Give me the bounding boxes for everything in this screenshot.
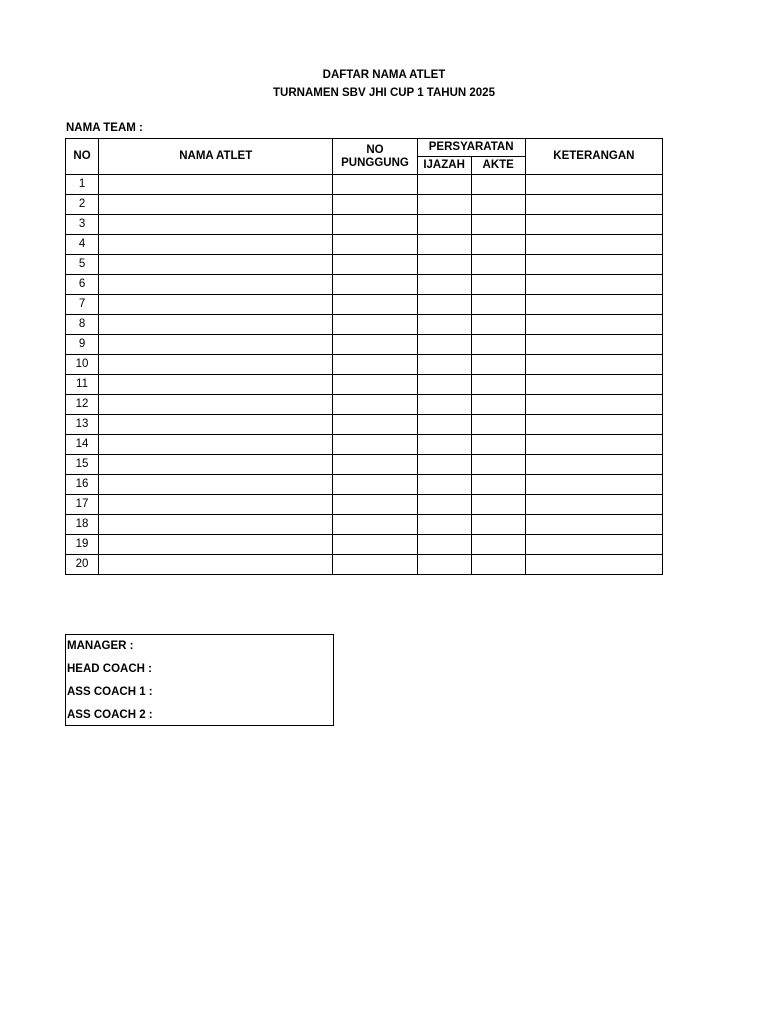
- cell-nama-atlet[interactable]: [99, 275, 333, 295]
- cell-keterangan[interactable]: [525, 415, 662, 435]
- cell-keterangan[interactable]: [525, 535, 662, 555]
- cell-ijazah[interactable]: [417, 535, 471, 555]
- cell-ijazah[interactable]: [417, 295, 471, 315]
- cell-keterangan[interactable]: [525, 355, 662, 375]
- cell-ijazah[interactable]: [417, 255, 471, 275]
- table-row: [66, 175, 663, 195]
- cell-no-punggung[interactable]: [333, 475, 417, 495]
- cell-no: 10: [66, 355, 99, 375]
- cell-nama-atlet[interactable]: [99, 215, 333, 235]
- cell-ijazah[interactable]: [417, 495, 471, 515]
- cell-nama-atlet[interactable]: [99, 195, 333, 215]
- cell-no: 19: [66, 535, 99, 555]
- cell-no: 3: [66, 215, 99, 235]
- table-row: [66, 315, 663, 335]
- cell-akte[interactable]: [471, 515, 525, 535]
- cell-no-punggung[interactable]: [333, 315, 417, 335]
- cell-no: 8: [66, 315, 99, 335]
- table-row: [66, 535, 663, 555]
- cell-ijazah[interactable]: [417, 215, 471, 235]
- cell-no: 12: [66, 395, 99, 415]
- cell-no-punggung[interactable]: [333, 235, 417, 255]
- cell-keterangan[interactable]: [525, 475, 662, 495]
- team-staff-box: [65, 634, 334, 726]
- cell-no: 14: [66, 435, 99, 455]
- header-no-punggung-line-1: NO: [366, 143, 384, 156]
- header-no-punggung: [333, 139, 417, 175]
- table-row: [66, 295, 663, 315]
- cell-ijazah[interactable]: [417, 335, 471, 355]
- cell-no-punggung[interactable]: [333, 455, 417, 475]
- table-row: [66, 375, 663, 395]
- table-row: [66, 395, 663, 415]
- cell-akte[interactable]: [471, 335, 525, 355]
- table-row: [66, 215, 663, 235]
- table-row: [66, 555, 663, 575]
- header-keterangan: KETERANGAN: [525, 139, 662, 175]
- cell-keterangan[interactable]: [525, 175, 662, 195]
- cell-nama-atlet[interactable]: [99, 475, 333, 495]
- cell-no: 6: [66, 275, 99, 295]
- cell-ijazah[interactable]: [417, 275, 471, 295]
- cell-no-punggung[interactable]: [333, 355, 417, 375]
- staff-ass-coach-2-label: ASS COACH 2 :: [67, 709, 153, 721]
- cell-ijazah[interactable]: [417, 375, 471, 395]
- table-row: [66, 335, 663, 355]
- cell-ijazah[interactable]: [417, 235, 471, 255]
- table-row: [66, 495, 663, 515]
- cell-no: 11: [66, 375, 99, 395]
- cell-akte[interactable]: [471, 455, 525, 475]
- cell-keterangan[interactable]: [525, 435, 662, 455]
- cell-ijazah[interactable]: [417, 195, 471, 215]
- cell-ijazah[interactable]: [417, 355, 471, 375]
- cell-no: 20: [66, 555, 99, 575]
- cell-nama-atlet[interactable]: [99, 395, 333, 415]
- cell-ijazah[interactable]: [417, 315, 471, 335]
- cell-no-punggung[interactable]: [333, 535, 417, 555]
- cell-akte[interactable]: [471, 175, 525, 195]
- table-row: [66, 475, 663, 495]
- table-row: [66, 515, 663, 535]
- cell-nama-atlet[interactable]: [99, 495, 333, 515]
- cell-ijazah[interactable]: [417, 515, 471, 535]
- cell-nama-atlet[interactable]: [99, 375, 333, 395]
- staff-ass-coach-1-label: ASS COACH 1 :: [67, 686, 153, 698]
- cell-no: 7: [66, 295, 99, 315]
- document-title: DAFTAR NAMA ATLET: [322, 69, 446, 81]
- cell-no-punggung[interactable]: [333, 215, 417, 235]
- cell-no: 16: [66, 475, 99, 495]
- cell-no: 5: [66, 255, 99, 275]
- cell-akte[interactable]: [471, 395, 525, 415]
- table-row: [66, 275, 663, 295]
- cell-no-punggung[interactable]: [333, 195, 417, 215]
- header-no-punggung-line-2: PUNGGUNG: [341, 156, 409, 169]
- cell-nama-atlet[interactable]: [99, 315, 333, 335]
- cell-keterangan[interactable]: [525, 395, 662, 415]
- table-row: [66, 435, 663, 455]
- cell-akte[interactable]: [471, 415, 525, 435]
- cell-nama-atlet[interactable]: [99, 535, 333, 555]
- cell-keterangan[interactable]: [525, 275, 662, 295]
- cell-nama-atlet[interactable]: [99, 335, 333, 355]
- cell-keterangan[interactable]: [525, 455, 662, 475]
- cell-nama-atlet[interactable]: [99, 295, 333, 315]
- cell-akte[interactable]: [471, 495, 525, 515]
- cell-akte[interactable]: [471, 195, 525, 215]
- cell-no: 17: [66, 495, 99, 515]
- cell-no-punggung[interactable]: [333, 395, 417, 415]
- table-row: [66, 455, 663, 475]
- cell-akte[interactable]: [471, 375, 525, 395]
- cell-ijazah[interactable]: [417, 555, 471, 575]
- cell-no-punggung[interactable]: [333, 335, 417, 355]
- team-name-label: NAMA TEAM :: [66, 122, 143, 134]
- cell-no: 9: [66, 335, 99, 355]
- cell-akte[interactable]: [471, 295, 525, 315]
- cell-nama-atlet[interactable]: [99, 175, 333, 195]
- cell-no-punggung[interactable]: [333, 435, 417, 455]
- cell-ijazah[interactable]: [417, 475, 471, 495]
- cell-no-punggung[interactable]: [333, 515, 417, 535]
- table-row: [66, 255, 663, 275]
- cell-no-punggung[interactable]: [333, 175, 417, 195]
- cell-keterangan[interactable]: [525, 495, 662, 515]
- cell-keterangan[interactable]: [525, 375, 662, 395]
- cell-keterangan[interactable]: [525, 215, 662, 235]
- cell-no: 15: [66, 455, 99, 475]
- cell-no-punggung[interactable]: [333, 255, 417, 275]
- cell-nama-atlet[interactable]: [99, 515, 333, 535]
- cell-akte[interactable]: [471, 275, 525, 295]
- cell-nama-atlet[interactable]: [99, 355, 333, 375]
- cell-akte[interactable]: [471, 435, 525, 455]
- cell-keterangan[interactable]: [525, 255, 662, 275]
- cell-no: 1: [66, 175, 99, 195]
- header-ijazah: IJAZAH: [417, 157, 471, 175]
- table-row: [66, 195, 663, 215]
- cell-akte[interactable]: [471, 255, 525, 275]
- cell-nama-atlet[interactable]: [99, 235, 333, 255]
- cell-no-punggung[interactable]: [333, 495, 417, 515]
- cell-no: 18: [66, 515, 99, 535]
- cell-nama-atlet[interactable]: [99, 555, 333, 575]
- header-no: NO: [66, 139, 99, 175]
- cell-keterangan[interactable]: [525, 315, 662, 335]
- cell-nama-atlet[interactable]: [99, 435, 333, 455]
- cell-no-punggung[interactable]: [333, 415, 417, 435]
- header-akte: AKTE: [471, 157, 525, 175]
- cell-keterangan[interactable]: [525, 335, 662, 355]
- cell-ijazah[interactable]: [417, 435, 471, 455]
- cell-akte[interactable]: [471, 355, 525, 375]
- cell-keterangan[interactable]: [525, 555, 662, 575]
- cell-akte[interactable]: [471, 215, 525, 235]
- table-row: [66, 235, 663, 255]
- cell-keterangan[interactable]: [525, 195, 662, 215]
- cell-no-punggung[interactable]: [333, 275, 417, 295]
- cell-nama-atlet[interactable]: [99, 455, 333, 475]
- cell-ijazah[interactable]: [417, 455, 471, 475]
- cell-akte[interactable]: [471, 535, 525, 555]
- cell-keterangan[interactable]: [525, 235, 662, 255]
- cell-keterangan[interactable]: [525, 295, 662, 315]
- cell-ijazah[interactable]: [417, 395, 471, 415]
- cell-akte[interactable]: [471, 235, 525, 255]
- staff-head-coach-label: HEAD COACH :: [67, 663, 152, 675]
- cell-keterangan[interactable]: [525, 515, 662, 535]
- cell-no: 2: [66, 195, 99, 215]
- table-row: [66, 415, 663, 435]
- cell-no: 4: [66, 235, 99, 255]
- cell-nama-atlet[interactable]: [99, 255, 333, 275]
- cell-ijazah[interactable]: [417, 415, 471, 435]
- cell-ijazah[interactable]: [417, 175, 471, 195]
- cell-no-punggung[interactable]: [333, 295, 417, 315]
- cell-nama-atlet[interactable]: [99, 415, 333, 435]
- athlete-roster-table: [65, 138, 663, 575]
- header-nama-atlet: NAMA ATLET: [99, 139, 333, 175]
- staff-manager-label: MANAGER :: [67, 640, 134, 652]
- cell-akte[interactable]: [471, 315, 525, 335]
- table-row: [66, 355, 663, 375]
- header-persyaratan: PERSYARATAN: [417, 139, 525, 157]
- cell-akte[interactable]: [471, 475, 525, 495]
- cell-no-punggung[interactable]: [333, 375, 417, 395]
- cell-akte[interactable]: [471, 555, 525, 575]
- cell-no-punggung[interactable]: [333, 555, 417, 575]
- cell-no: 13: [66, 415, 99, 435]
- document-subtitle: TURNAMEN SBV JHI CUP 1 TAHUN 2025: [273, 87, 495, 99]
